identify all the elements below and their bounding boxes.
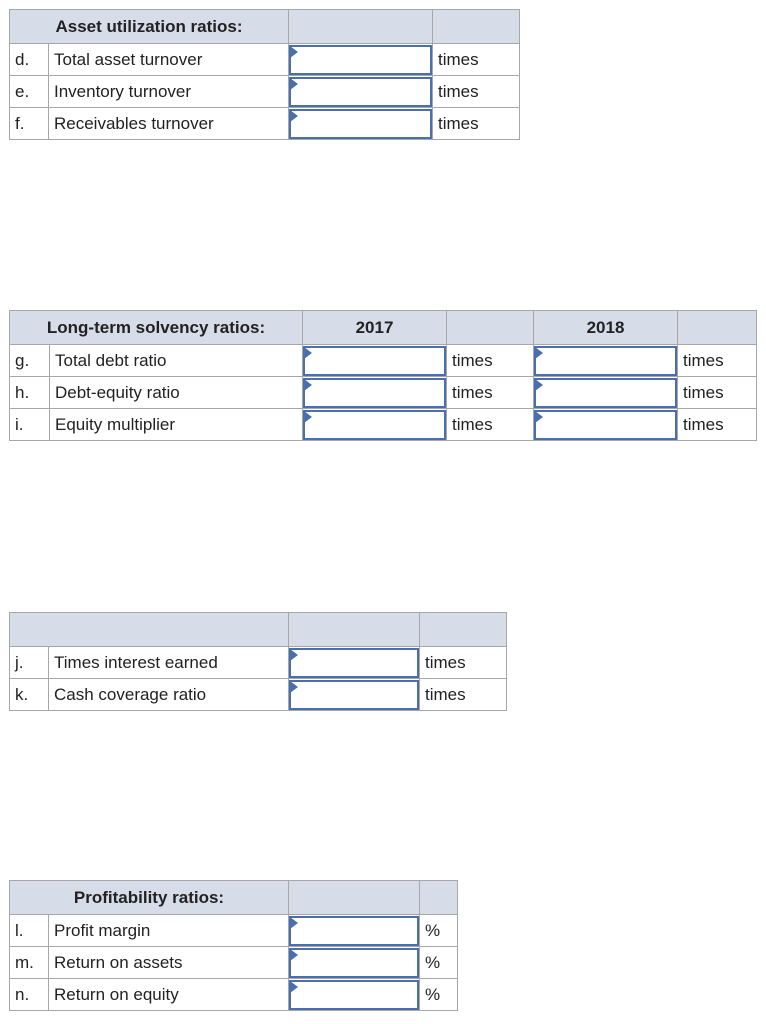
answer-box <box>289 77 432 107</box>
answer-box <box>289 916 419 946</box>
answer-cell <box>534 345 678 377</box>
marker-flag-icon <box>290 649 298 661</box>
row-label: Cash coverage ratio <box>49 679 289 711</box>
unit-label: times <box>678 345 757 377</box>
answer-box <box>303 346 446 376</box>
row-letter: m. <box>10 947 49 979</box>
answer-cell <box>303 377 447 409</box>
row-label: Debt-equity ratio <box>50 377 303 409</box>
year-2018-header: 2018 <box>534 311 678 345</box>
unit-label: times <box>678 409 757 441</box>
row-letter: n. <box>10 979 49 1011</box>
table-row <box>10 377 757 409</box>
asset-utilization-table <box>9 9 520 140</box>
header-cell-empty <box>420 881 458 915</box>
total-debt-ratio-2017-input[interactable] <box>305 348 444 374</box>
coverage-ratios-table <box>9 612 507 711</box>
answer-cell <box>289 647 420 679</box>
table-row <box>10 979 458 1011</box>
row-letter: f. <box>10 108 49 140</box>
section-header: Profitability ratios: <box>10 881 289 915</box>
profitability-ratios-table <box>9 880 458 1011</box>
answer-box <box>289 648 419 678</box>
answer-cell <box>289 108 433 140</box>
row-letter: j. <box>10 647 49 679</box>
answer-cell <box>303 345 447 377</box>
marker-flag-icon <box>304 411 312 423</box>
answer-box <box>289 680 419 710</box>
answer-box <box>534 410 677 440</box>
debt-equity-ratio-2018-input[interactable] <box>536 380 675 406</box>
unit-label: times <box>678 377 757 409</box>
header-cell-empty <box>447 311 534 345</box>
header-cell-empty <box>289 881 420 915</box>
answer-box <box>289 980 419 1010</box>
table-header-row <box>10 881 458 915</box>
unit-label: % <box>420 979 458 1011</box>
inventory-turnover-input[interactable] <box>291 79 430 105</box>
marker-flag-icon <box>290 917 298 929</box>
header-cell-empty <box>420 613 507 647</box>
answer-box <box>289 948 419 978</box>
return-on-assets-input[interactable] <box>291 950 417 976</box>
table-row <box>10 108 520 140</box>
answer-cell <box>534 409 678 441</box>
row-label: Times interest earned <box>49 647 289 679</box>
marker-flag-icon <box>290 681 298 693</box>
table-row <box>10 915 458 947</box>
row-label: Inventory turnover <box>49 76 289 108</box>
row-label: Receivables turnover <box>49 108 289 140</box>
row-label: Total asset turnover <box>49 44 289 76</box>
answer-box <box>303 410 446 440</box>
answer-box <box>289 109 432 139</box>
table-row <box>10 44 520 76</box>
answer-cell <box>289 44 433 76</box>
marker-flag-icon <box>535 411 543 423</box>
table-header-row <box>10 10 520 44</box>
unit-label: times <box>420 647 507 679</box>
answer-cell <box>289 947 420 979</box>
receivables-turnover-input[interactable] <box>291 111 430 137</box>
answer-box <box>289 45 432 75</box>
header-cell-empty <box>289 613 420 647</box>
row-letter: d. <box>10 44 49 76</box>
section-header <box>10 613 289 647</box>
total-asset-turnover-input[interactable] <box>291 47 430 73</box>
marker-flag-icon <box>290 981 298 993</box>
table-header-row <box>10 311 757 345</box>
unit-label: times <box>433 44 520 76</box>
long-term-solvency-table <box>9 310 757 441</box>
row-label: Profit margin <box>49 915 289 947</box>
total-debt-ratio-2018-input[interactable] <box>536 348 675 374</box>
table-header-row <box>10 613 507 647</box>
row-letter: i. <box>10 409 50 441</box>
table-row <box>10 409 757 441</box>
marker-flag-icon <box>290 949 298 961</box>
answer-box <box>303 378 446 408</box>
marker-flag-icon <box>290 78 298 90</box>
year-2017-header: 2017 <box>303 311 447 345</box>
marker-flag-icon <box>290 46 298 58</box>
header-cell-empty <box>289 10 433 44</box>
unit-label: times <box>433 76 520 108</box>
table-row <box>10 679 507 711</box>
marker-flag-icon <box>290 110 298 122</box>
row-letter: l. <box>10 915 49 947</box>
times-interest-earned-input[interactable] <box>291 650 417 676</box>
row-label: Total debt ratio <box>50 345 303 377</box>
header-cell-empty <box>433 10 520 44</box>
answer-cell <box>289 679 420 711</box>
row-letter: k. <box>10 679 49 711</box>
profit-margin-input[interactable] <box>291 918 417 944</box>
table-row <box>10 76 520 108</box>
unit-label: times <box>433 108 520 140</box>
row-letter: e. <box>10 76 49 108</box>
answer-cell <box>289 76 433 108</box>
section-header: Long-term solvency ratios: <box>10 311 303 345</box>
row-label: Return on equity <box>49 979 289 1011</box>
row-letter: g. <box>10 345 50 377</box>
unit-label: times <box>447 409 534 441</box>
unit-label: times <box>447 377 534 409</box>
marker-flag-icon <box>304 347 312 359</box>
unit-label: times <box>447 345 534 377</box>
marker-flag-icon <box>535 379 543 391</box>
answer-cell <box>534 377 678 409</box>
answer-cell <box>289 979 420 1011</box>
cash-coverage-ratio-input[interactable] <box>291 682 417 708</box>
answer-cell <box>289 915 420 947</box>
table-row <box>10 647 507 679</box>
unit-label: % <box>420 947 458 979</box>
answer-cell <box>303 409 447 441</box>
debt-equity-ratio-2017-input[interactable] <box>305 380 444 406</box>
row-label: Equity multiplier <box>50 409 303 441</box>
row-label: Return on assets <box>49 947 289 979</box>
section-header: Asset utilization ratios: <box>10 10 289 44</box>
marker-flag-icon <box>535 347 543 359</box>
equity-multiplier-2017-input[interactable] <box>305 412 444 438</box>
unit-label: times <box>420 679 507 711</box>
equity-multiplier-2018-input[interactable] <box>536 412 675 438</box>
answer-box <box>534 378 677 408</box>
marker-flag-icon <box>304 379 312 391</box>
unit-label: % <box>420 915 458 947</box>
table-row <box>10 947 458 979</box>
header-cell-empty <box>678 311 757 345</box>
answer-box <box>534 346 677 376</box>
return-on-equity-input[interactable] <box>291 982 417 1008</box>
table-row <box>10 345 757 377</box>
row-letter: h. <box>10 377 50 409</box>
